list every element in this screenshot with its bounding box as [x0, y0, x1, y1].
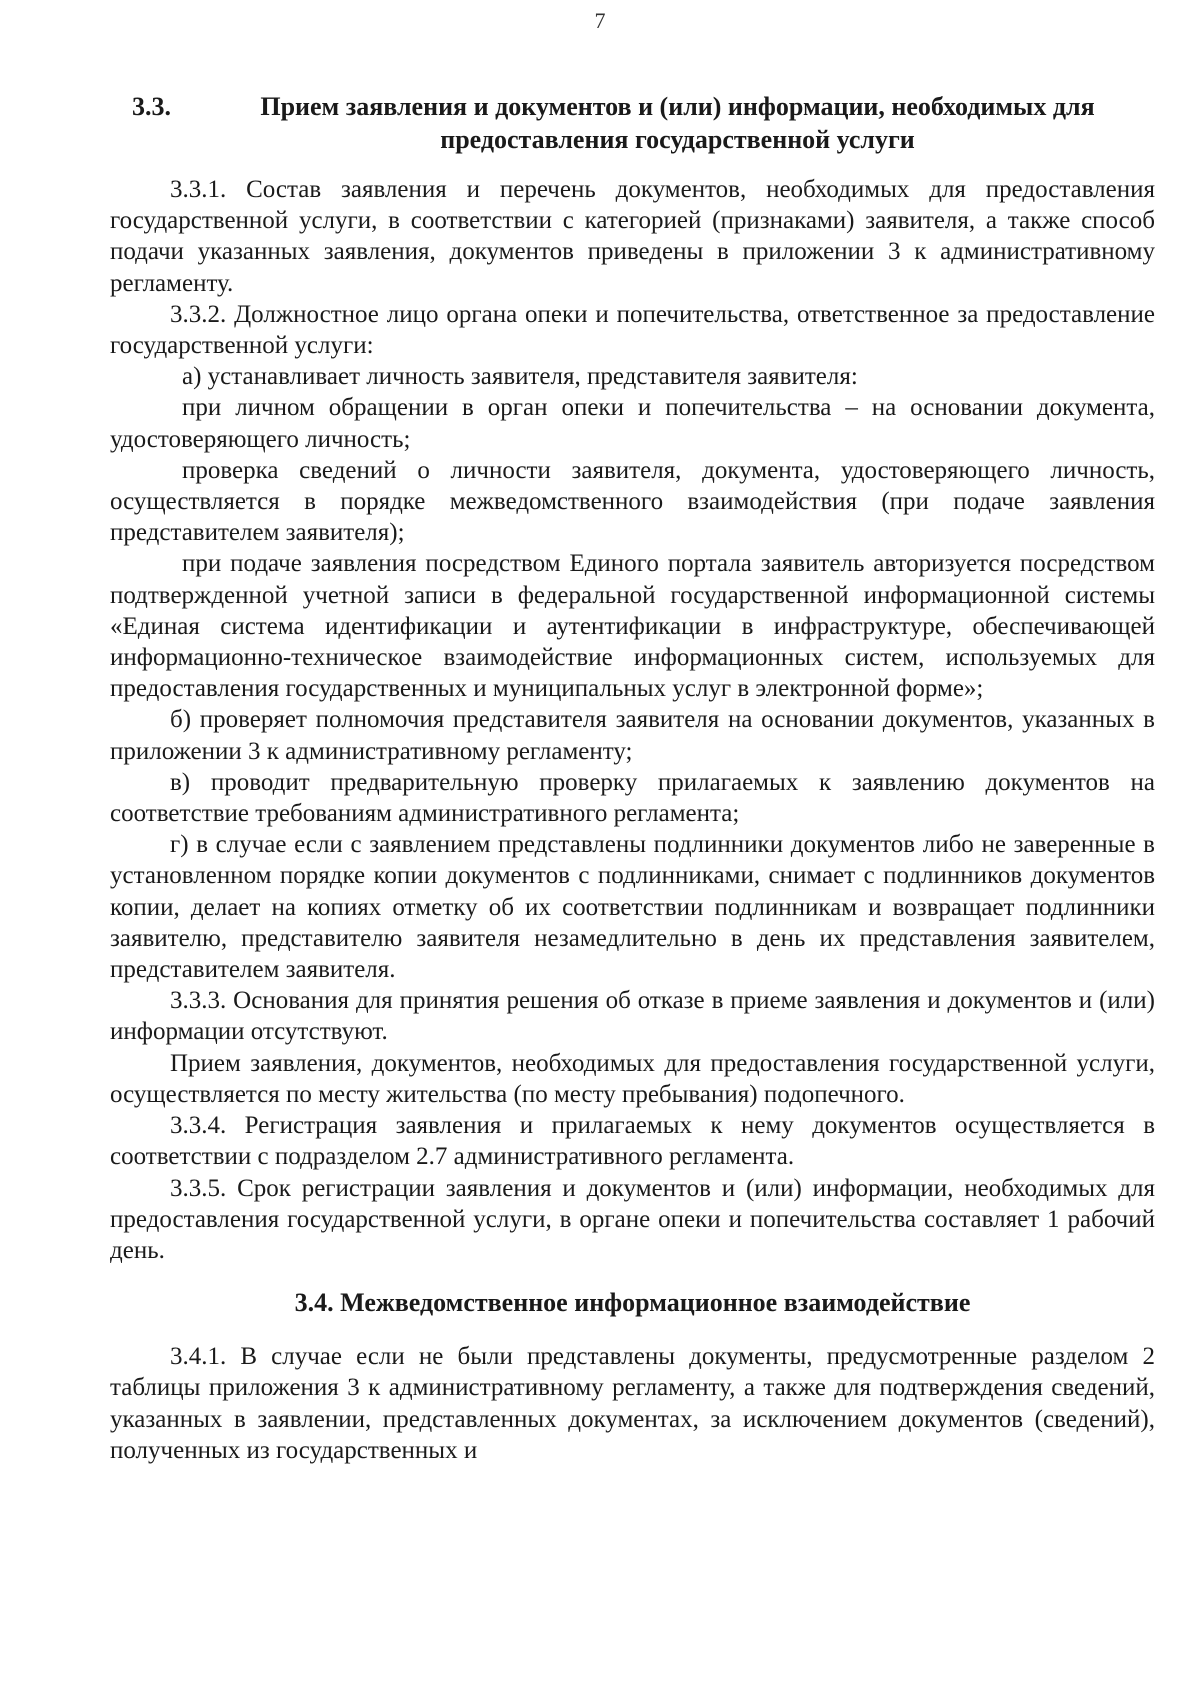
paragraph-reception-place: Прием заявления, документов, необходимых для предоставления государственной услуги, осуществляется по месту жительства (по месту пребывания) подопечного.: [110, 1049, 1155, 1108]
paragraph-item-a: а) устанавливает личность заявителя, представителя заявителя:: [182, 363, 858, 391]
paragraph-3-3-4: 3.3.4. Регистрация заявления и прилагаемых к нему документов осуществляется в соответствии с подразделом 2.7 административного регламента.: [110, 1112, 1155, 1171]
document-body: [110, 90, 1155, 1466]
paragraph-identity-check: проверка сведений о личности заявителя, документа, удостоверяющего личность, осуществляется в порядке межведомственного взаимодействия (при подаче заявления представителем заявителя);: [110, 456, 1155, 547]
paragraph-portal-submission: при подаче заявления посредством Единого портала заявитель авторизуется посредством подтвержденной учетной записи в федеральной государственной информационной системы «Единая система идентификации и аутентификации в инфраструктуре, обеспечивающей информационно-техническое взаимодействие информационных систем, используемых для предоставления государственных и муниципальных услуг в электронной форме»;: [110, 550, 1155, 703]
section-heading-3-4: 3.4. Межведомственное информационное взаимодействие: [294, 1288, 971, 1318]
section-title: Прием заявления и документов и (или) информации, необходимых для предоставления государственной услуги: [260, 92, 1095, 154]
paragraph-3-3-2: 3.3.2. Должностное лицо органа опеки и попечительства, ответственное за предоставление государственной услуги:: [110, 300, 1155, 360]
paragraph-item-g: г) в случае если с заявлением представлены подлинники документов либо не заверенные в установленном порядке копии документов с подлинниками, снимает с подлинников документов копии, делает на копиях отметку об их соответствии подлинникам и возвращает подлинники заявителю, представителю заявителя незамедлительно в день их представления заявителем, представителем заявителя.: [110, 831, 1155, 984]
paragraph-3-3-5: 3.3.5. Срок регистрации заявления и документов и (или) информации, необходимых для предоставления государственной услуги, в органе опеки и попечительства составляет 1 рабочий день.: [110, 1174, 1155, 1264]
paragraph-personal-visit: при личном обращении в орган опеки и попечительства – на основании документа, удостоверяющего личность;: [110, 394, 1155, 453]
paragraph-item-b: б) проверяет полномочия представителя заявителя на основании документов, указанных в приложении 3 к административному регламенту;: [110, 706, 1155, 765]
page-number: 7: [594, 8, 606, 33]
section-number: 3.3.: [132, 92, 171, 121]
paragraph-3-3-3: 3.3.3. Основания для принятия решения об отказе в приеме заявления и документов и (или) информации отсутствуют.: [110, 987, 1155, 1046]
paragraph-3-4-1: 3.4.1. В случае если не были представлены документы, предусмотренные разделом 2 таблицы приложения 3 к административному регламенту, а также для подтверждения сведений, указанных в заявлении, представленных документах, за исключением документов (сведений), полученных из государственных и: [110, 1343, 1155, 1464]
paragraph-3-3-1: 3.3.1. Состав заявления и перечень документов, необходимых для предоставления государственной услуги, в соответствии с категорией (признаками) заявителя, а также способ подачи указанных заявления, документов приведены в приложении 3 к административному регламенту.: [110, 176, 1155, 297]
paragraph-item-v: в) проводит предварительную проверку прилагаемых к заявлению документов на соответствие требованиям административного регламента;: [110, 768, 1155, 828]
section-heading-3-3: [110, 90, 1155, 156]
